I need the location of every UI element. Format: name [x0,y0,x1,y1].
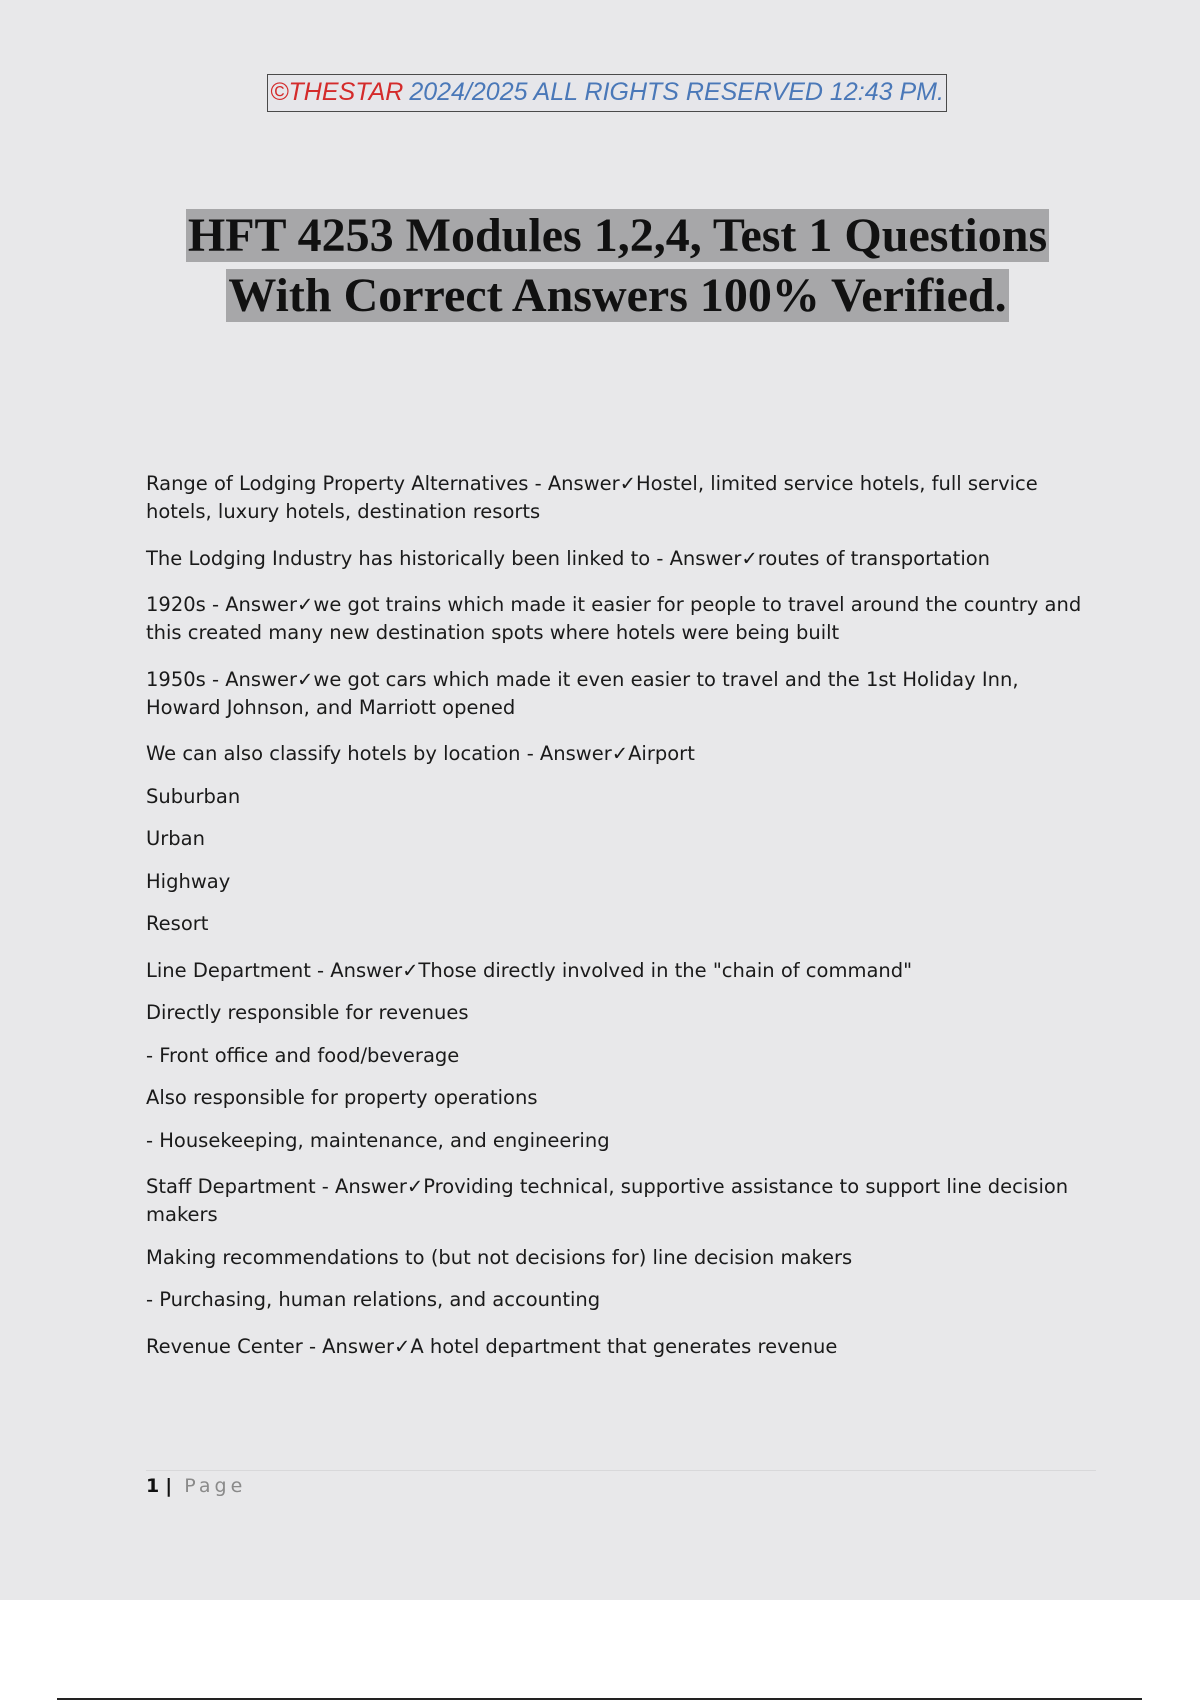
qa-entry: Making recommendations to (but not decisions for) line decision makers [146,1245,853,1269]
qa-entry: - Housekeeping, maintenance, and engineering [146,1128,610,1152]
copyright-text: 2024/2025 ALL RIGHTS RESERVED 12:43 PM. [409,78,944,106]
qa-entry: We can also classify hotels by location - Answer✓Airport [146,742,695,765]
qa-entry: Revenue Center - Answer✓A hotel department that generates revenue [146,1334,838,1358]
qa-entry: Staff Department - Answer✓Providing technical, supportive assistance to support line decision makers [146,1175,1069,1226]
qa-entry: Range of Lodging Property Alternatives - Answer✓Hostel, limited service hotels, full service hotels, luxury hotels, destination resorts [146,472,1038,523]
qa-entry: - Front office and food/beverage [146,1043,460,1067]
copyright-brand: ©THESTAR [270,78,404,106]
page-number: 1 [146,1475,160,1497]
qa-content [146,470,1096,1379]
title-line-2: With Correct Answers 100% Verified. [228,269,1007,322]
title-line-1: HFT 4253 Modules 1,2,4, Test 1 Questions [187,209,1048,262]
footer-divider [146,1470,1096,1471]
qa-entry: The Lodging Industry has historically been linked to - Answer✓routes of transportation [146,546,991,570]
qa-entry: 1950s - Answer✓we got cars which made it even easier to travel and the 1st Holiday Inn, Howard Johnson, and Marriott opened [146,667,1019,719]
qa-entry: Highway [146,869,231,893]
qa-entry: Suburban [146,784,241,808]
qa-entry: Also responsible for property operations [146,1086,538,1109]
document-title [0,206,1200,326]
qa-entry: - Purchasing, human relations, and accounting [146,1288,601,1311]
qa-entry: Urban [146,827,205,850]
page-label: Page [184,1475,247,1497]
qa-entry: Directly responsible for revenues [146,1001,469,1024]
copyright-banner [267,74,947,112]
footer-separator: | [165,1475,173,1497]
qa-entry: Resort [146,912,209,935]
qa-entry: Line Department - Answer✓Those directly involved in the "chain of command" [146,958,913,982]
qa-entry: 1920s - Answer✓we got trains which made it easier for people to travel around the country and this created many new destination spots where hotels were being built [146,593,1082,644]
page-footer [146,1472,246,1500]
